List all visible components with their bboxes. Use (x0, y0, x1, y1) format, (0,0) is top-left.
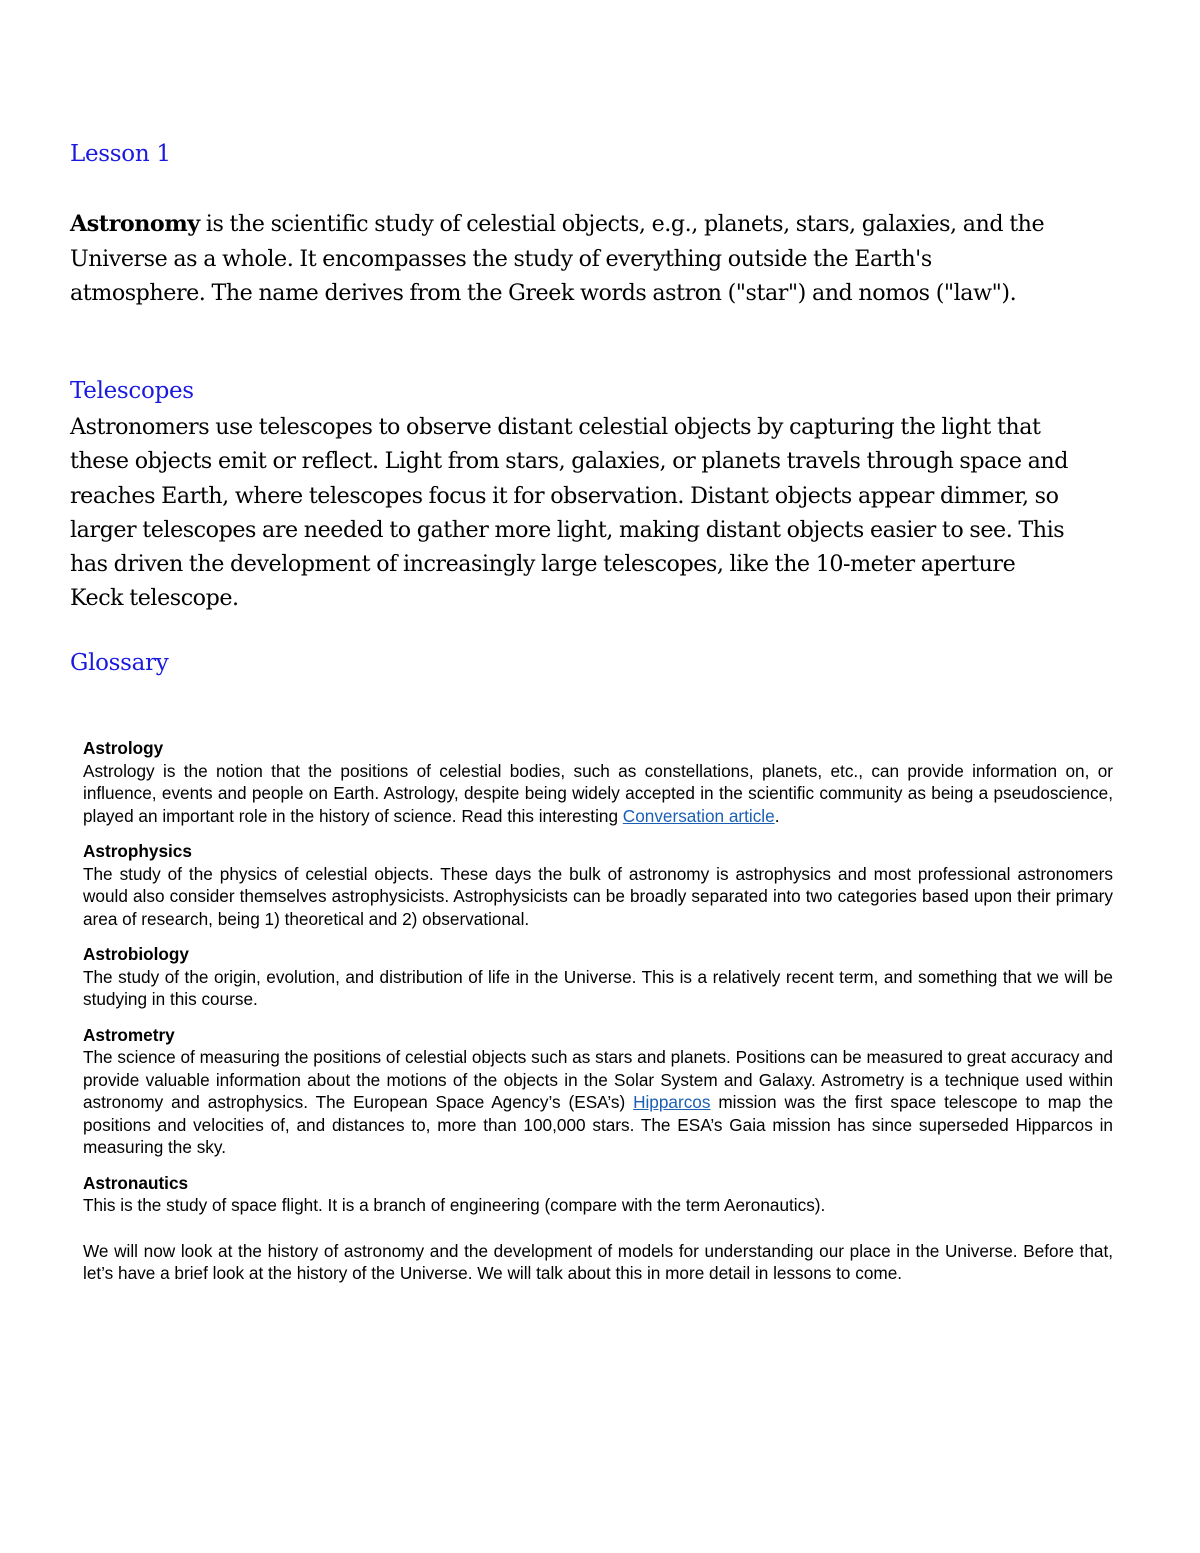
closing-paragraph: We will now look at the history of astronomy and the development of models for understanding our place in the Universe. Before that, let’s have a brief look at the history of the Universe. We will talk about this in more detail in lessons to come. (83, 1240, 1113, 1283)
hipparcos-link[interactable]: Hipparcos (633, 1092, 711, 1112)
glossary-definition: The study of the origin, evolution, and distribution of life in the Universe. This is a relatively recent term, and something that we will be studying in this course. (83, 966, 1113, 1009)
glossary-term: Astrobiology (83, 944, 189, 964)
glossary-definition: The study of the physics of celestial objects. These days the bulk of astronomy is astrophysics and most professional astronomers would also consider themselves astrophysicists. Astrophysicists can be broadly separated into two categories based upon their primary area of research, being 1) theoretical and 2) observational. (83, 863, 1113, 929)
glossary-term: Astronautics (83, 1172, 189, 1193)
glossary-list (83, 737, 1113, 1285)
intro-term: Astronomy (70, 211, 200, 237)
conversation-article-link[interactable]: Conversation article (622, 805, 775, 826)
definition-text: Astrology is the notion that the positions of celestial bodies, such as constellations, planets, etc., can provide information on, or influence, events and people on Earth. Astrology, despite being widely accepted in the scientific community as being a pseudoscience, played an important role in the history of science. Read this interesting (83, 760, 1113, 826)
glossary-term: Astrometry (83, 1024, 175, 1045)
lesson-title: Lesson 1 (70, 141, 171, 167)
glossary-term: Astrology (83, 738, 164, 758)
definition-text-end: . (774, 805, 780, 826)
intro-paragraph (70, 207, 1070, 311)
glossary-entry-astrobiology (83, 943, 1113, 1011)
glossary-entry-astronautics (83, 1172, 1113, 1217)
glossary-definition: This is the study of space flight. It is a branch of engineering (compare with the term Aeronautics). (83, 1195, 826, 1215)
definition-text-end: mission was the first space telescope to map the positions and velocities of, and distances to, more than 100,000 stars. The ESA’s Gaia mission has since superseded Hipparcos in measuring the sky. (83, 1092, 1114, 1157)
glossary-entry-astrophysics (83, 840, 1113, 930)
glossary-definition (83, 1046, 1113, 1159)
glossary-entry-astrology (83, 737, 1113, 827)
glossary-definition (83, 760, 1113, 828)
telescopes-heading: Telescopes (70, 378, 194, 404)
glossary-entry-astrometry (83, 1024, 1113, 1159)
intro-text: is the scientific study of celestial objects, e.g., planets, stars, galaxies, and the Universe as a whole. It encompasses the study of everything outside the Earth's atmosphere. The name derives from the Greek words astron ("star") and nomos ("law"). (70, 211, 1045, 306)
definition-text: The science of measuring the positions of celestial objects such as stars and planets. Positions can be measured to great accuracy and provide valuable information about the motions of the objects in the Solar System and Galaxy. Astrometry is a technique used within astronomy and astrophysics. The European Space Agency’s (ESA’s) (83, 1047, 1113, 1112)
glossary-term: Astrophysics (83, 841, 192, 861)
telescopes-paragraph: Astronomers use telescopes to observe distant celestial objects by capturing the light that these objects emit or reflect. Light from stars, galaxies, or planets travels through space and reaches Earth, where telescopes focus it for observation. Distant objects appear dimmer, so larger telescopes are needed to gather more light, making distant objects easier to see. This has driven the development of increasingly large telescopes, like the 10-meter aperture Keck telescope. (70, 414, 1068, 612)
glossary-heading: Glossary (70, 650, 169, 676)
